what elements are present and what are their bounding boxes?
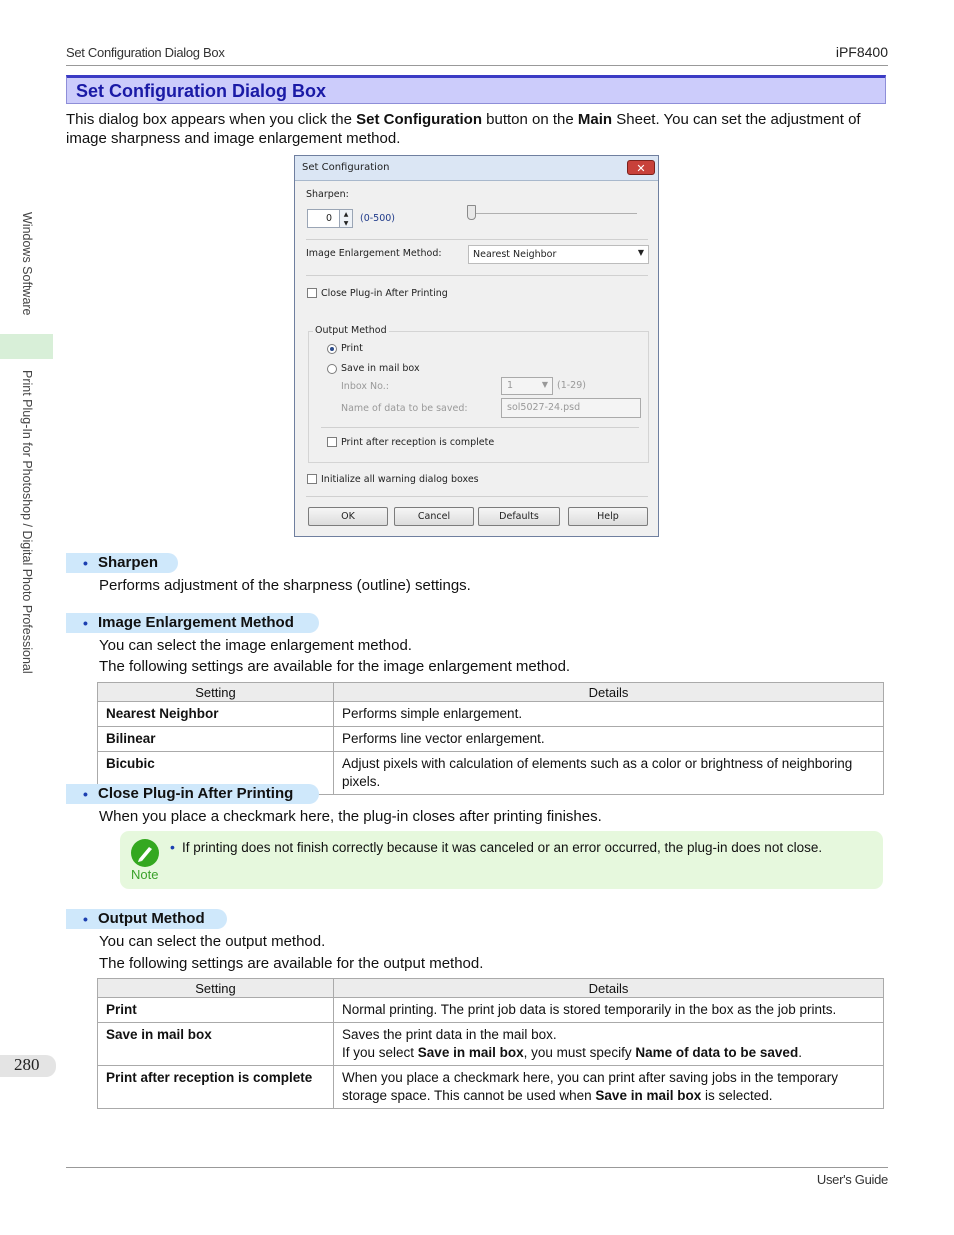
- divider: [306, 496, 648, 497]
- print-radio-label: Print: [341, 343, 363, 354]
- heading-close-plugin-text: Close Plug-in After Printing: [98, 785, 294, 802]
- enlarge-method-select[interactable]: [468, 245, 649, 264]
- data-name-label: Name of data to be saved:: [341, 403, 468, 414]
- table-row: [98, 1023, 884, 1066]
- details-text: Saves the print data in the mail box.: [342, 1027, 557, 1042]
- output-text-1: You can select the output method.: [99, 933, 326, 950]
- print-after-reception-label: Print after reception is complete: [341, 437, 495, 448]
- details-text: , you must specify: [523, 1045, 636, 1060]
- save-mailbox-radio[interactable]: [327, 364, 337, 374]
- inbox-number-select[interactable]: [501, 377, 553, 395]
- details-text: .: [798, 1045, 802, 1060]
- chevron-down-icon: ▼: [541, 380, 548, 389]
- note-pencil-icon: [131, 839, 159, 867]
- note-label: Note: [131, 867, 159, 882]
- table-header-setting: Setting: [98, 979, 334, 998]
- page-number: 280: [14, 1055, 40, 1074]
- data-name-value: sol5027-24.psd: [507, 402, 581, 413]
- table-cell-details: Performs line vector enlargement.: [334, 727, 884, 752]
- footer-label: User's Guide: [816, 1172, 888, 1187]
- side-tab-marker: [0, 334, 53, 359]
- table-cell-setting: Bilinear: [98, 727, 334, 752]
- inbox-number-range: (1-29): [557, 380, 586, 391]
- note-box: [120, 831, 883, 889]
- table-cell-setting: Print: [98, 998, 334, 1023]
- table-cell-details: [334, 1066, 884, 1109]
- sharpen-label: Sharpen:: [306, 189, 349, 200]
- sharpen-value: 0: [325, 213, 332, 224]
- table-cell-details: [334, 1023, 884, 1066]
- enlarge-method-label: Image Enlargement Method:: [306, 248, 442, 259]
- table-cell-details: Performs simple enlargement.: [334, 702, 884, 727]
- running-header-section: Set Configuration Dialog Box: [66, 45, 225, 60]
- print-after-reception-checkbox[interactable]: [327, 437, 337, 447]
- inbox-number-value: 1: [507, 380, 514, 391]
- heading-sharpen-text: Sharpen: [98, 554, 159, 571]
- intro-text: Sheet. You can set the adjustment of image sharpness and image enlargement method.: [66, 111, 861, 147]
- page-title: Set Configuration Dialog Box: [76, 81, 326, 101]
- dialog-title: Set Configuration: [302, 162, 390, 173]
- close-after-print-checkbox[interactable]: [307, 288, 317, 298]
- running-header-model: iPF8400: [835, 44, 888, 60]
- output-text-2: The following settings are available for the output method.: [99, 955, 484, 972]
- table-row: [98, 702, 884, 727]
- output-settings-table: [97, 978, 884, 1109]
- table-cell-details: Adjust pixels with calculation of elements such as a color or brightness of neighboring pixels.: [334, 752, 884, 795]
- side-label-plugin: Print Plug-In for Photoshop / Digital Photo Professional: [20, 370, 34, 674]
- divider: [306, 275, 648, 276]
- footer-rule: [66, 1167, 888, 1168]
- table-cell-details: Normal printing. The print job data is stored temporarily in the box as the job prints.: [334, 998, 884, 1023]
- heading-output-method-text: Output Method: [98, 910, 205, 927]
- init-warnings-label: Initialize all warning dialog boxes: [321, 474, 479, 485]
- output-method-group-label: Output Method: [315, 325, 387, 336]
- table-row: [98, 998, 884, 1023]
- table-cell-setting: Bicubic: [98, 752, 334, 795]
- header-rule: [66, 65, 888, 66]
- save-mailbox-radio-label: Save in mail box: [341, 363, 420, 374]
- init-warnings-checkbox[interactable]: [307, 474, 317, 484]
- enlarge-text-1: You can select the image enlargement method.: [99, 637, 412, 654]
- chevron-down-icon: ▼: [637, 248, 644, 257]
- details-text: is selected.: [701, 1088, 773, 1103]
- table-cell-setting: Nearest Neighbor: [98, 702, 334, 727]
- heading-sharpen: [66, 553, 178, 573]
- heading-output-method: [66, 909, 227, 929]
- ok-button[interactable]: OK: [308, 507, 388, 526]
- intro-text: button on the: [482, 111, 578, 128]
- table-cell-setting: Print after reception is complete: [98, 1066, 334, 1109]
- print-radio[interactable]: [327, 344, 337, 354]
- sharpen-input[interactable]: [307, 209, 341, 228]
- divider: [306, 239, 648, 240]
- enlarge-method-value: Nearest Neighbor: [473, 249, 557, 260]
- page-number-tab: [0, 1055, 56, 1077]
- sharpen-slider-thumb[interactable]: [467, 205, 476, 220]
- table-row: [98, 727, 884, 752]
- close-icon[interactable]: ✕: [627, 160, 655, 175]
- details-bold: Name of data to be saved: [635, 1045, 799, 1060]
- note-text: • If printing does not finish correctly because it was canceled or an error occurred, the plug-in does not close.: [182, 840, 822, 855]
- details-text: When you place a checkmark here, you can print after saving jobs in the temporary storage space. This cannot be used when: [342, 1070, 838, 1103]
- divider: [321, 427, 639, 428]
- data-name-input[interactable]: [501, 398, 641, 418]
- close-after-print-label: Close Plug-in After Printing: [321, 288, 448, 299]
- details-bold: Save in mail box: [417, 1045, 524, 1060]
- close-plugin-text: When you place a checkmark here, the plug-in closes after printing finishes.: [99, 808, 602, 825]
- sharpen-range: (0-500): [360, 213, 396, 224]
- heading-enlarge-text: Image Enlargement Method: [98, 614, 294, 631]
- heading-close-plugin: [66, 784, 319, 804]
- heading-enlarge: [66, 613, 319, 633]
- details-text: If you select: [342, 1045, 418, 1060]
- sharpen-spinner[interactable]: ▲ ▼: [339, 209, 353, 228]
- cancel-button[interactable]: Cancel: [394, 507, 474, 526]
- table-header-setting: Setting: [98, 683, 334, 702]
- table-header-details: Details: [334, 979, 884, 998]
- help-button[interactable]: Help: [568, 507, 648, 526]
- enlarge-settings-table: [97, 682, 884, 795]
- dialog-title-bar: [295, 156, 658, 181]
- intro-bold-main: Main: [577, 111, 613, 128]
- table-header-details: Details: [334, 683, 884, 702]
- table-cell-setting: Save in mail box: [98, 1023, 334, 1066]
- enlarge-text-2: The following settings are available for the image enlargement method.: [99, 658, 571, 675]
- sharpen-text: Performs adjustment of the sharpness (outline) settings.: [99, 577, 471, 594]
- inbox-number-label: Inbox No.:: [341, 381, 389, 392]
- table-row: [98, 1066, 884, 1109]
- intro-bold-set-configuration: Set Configuration: [356, 111, 482, 128]
- side-label-windows-software: Windows Software: [20, 212, 34, 316]
- intro-paragraph: [66, 110, 886, 148]
- set-configuration-dialog: [294, 155, 659, 537]
- defaults-button[interactable]: Defaults: [478, 507, 560, 526]
- sharpen-slider-track[interactable]: [471, 213, 637, 214]
- details-bold: Save in mail box: [595, 1088, 702, 1103]
- intro-text: This dialog box appears when you click the: [66, 111, 357, 128]
- section-title-bar: [66, 75, 886, 104]
